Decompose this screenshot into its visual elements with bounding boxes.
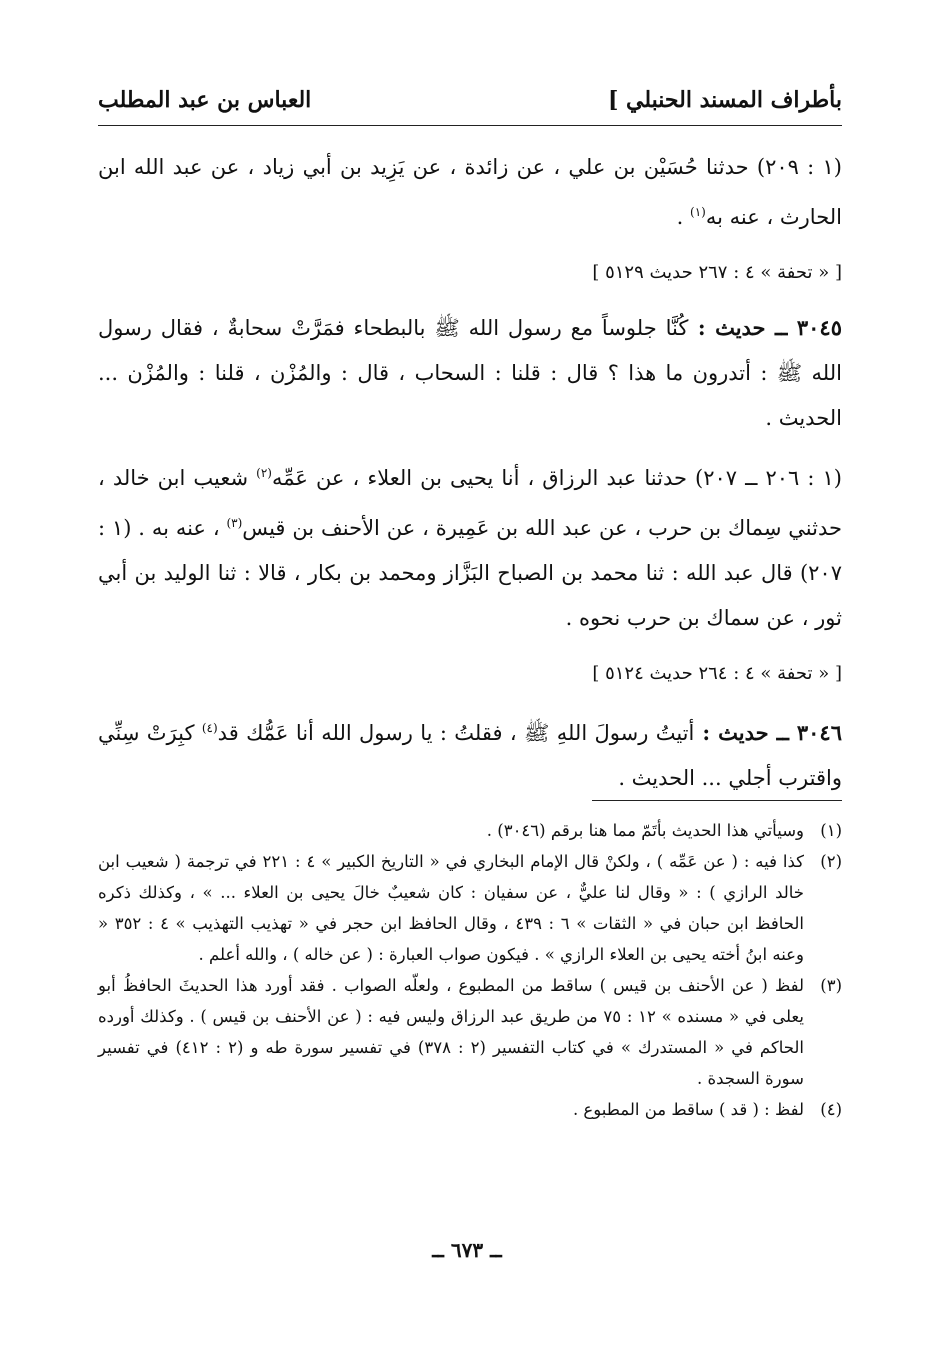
footnote-text: كذا فيه : ( عن عَمِّه ) ، ولكنْ قال الإمام البخاري في « التاريخ الكبير » ٤ : ٢٢١ في ترجمة ( شعيب ابن خالد الرازي ) : « وقال لنا عليٌّ ، عن سفيان : كان شعيبٌ خالَ يحيى بن العلاء ... » ، وكذلك ذكره الحافظ ابن حبان في « الثقات » ٦ : ٤٣٩ ، وقال الحافظ ابن حجر في « تهذيب التهذيب » ٤ : ٣٥٢ « وعنه ابنُ أخته يحيى بن العلاء الرازي » . فيكون صواب العبارة : ( عن خاله ) ، والله أعلم . [98,852,804,964]
footnote-divider [592,800,842,801]
hadith-number: ٣٠٤٥ [796,315,842,340]
hadith-3045 [98,305,842,441]
footnote-ref-4: (٤) [201,721,218,735]
footnote-ref-3: (٣) [226,516,243,530]
footnote-1 [98,815,842,846]
tuhfa-reference-1: [ « تحفة » ٤ : ٢٦٧ حديث ٥١٢٩ ] [592,262,842,283]
footnote-text: لفظ : ( قد ) ساقط من المطبوع . [572,1100,804,1119]
hadith-keyword: ــ حديث : [694,720,797,745]
footnote-number: (٢) [820,852,842,871]
footnote-4 [98,1094,842,1125]
hadith-number: ٣٠٤٦ [796,720,842,745]
footnote-ref-2: (٢) [256,466,272,480]
footnote-2 [98,846,842,970]
footnote-number: (٣) [820,976,842,995]
hadith-text: كُنَّا جلوساً مع رسول الله ﷺ بالبطحاء فمَرَّتْ سحابةٌ ، فقال رسول الله ﷺ : أتدرون ما هذا ؟ قال : قلنا : السحاب ، قال : والمُزْن ، قلنا : والمُزْن ... الحديث . [98,316,842,430]
tuhfa-reference-2: [ « تحفة » ٤ : ٢٦٤ حديث ٥١٢٤ ] [592,663,842,684]
isnad-paragraph-1: (١ : ٢٠٩) حدثنا حُسَيْن بن علي ، عن زائدة ، عن يَزِيد بن أبي زياد ، عن عبد الله ابن الحارث ، عنه به$^{(١)}$ . [98,155,842,229]
footnote-text: لفظ ( عن الأحنف بن قيس ) ساقط من المطبوع ، ولعلّه الصواب . فقد أورد هذا الحديثَ الحافظُ أبو يعلى في « مسنده » ١٢ : ٧٥ من طريق عبد الرزاق وليس فيه : ( عن الأحنف بن قيس ) . وكذلك أورده الحاكم في « المستدرك » في كتاب التفسير (٢ : ٣٧٨) في تفسير سورة طه و (٢ : ٤١٢) في تفسير سورة السجدة . [98,976,804,1088]
header-divider [98,125,842,126]
hadith-3046: ٣٠٤٦ ــ حديث : أتيتُ رسولَ اللهِ ﷺ ، فقلتُ : يا رسول الله أنا عَمُّك قد$^{(٤)}$ كبِرَتْ سِنِّي واقترب أجلي ... الحديث . [98,720,842,790]
footnote-number: (٤) [820,1100,842,1119]
footnote-number: (١) [820,821,842,840]
running-header [98,80,842,120]
footnote-text: وسيأتي هذا الحديث بأتَمّ مما هنا برقم (٣٠٤٦) . [486,821,804,840]
header-section-title: العباس بن عبد المطلب [98,87,312,113]
hadith-keyword: ــ حديث : [688,315,797,340]
footnotes [98,815,842,1125]
footnote-ref-1: (١) [690,205,706,219]
page-number: ــ ٦٧٣ ــ [432,1238,502,1262]
header-book-title: بأطراف المسند الحنبلي ] [607,87,842,113]
main-text [98,145,842,801]
footnote-3 [98,970,842,1094]
isnad-paragraph-2: (١ : ٢٠٦ ــ ٢٠٧) حدثنا عبد الرزاق ، أنا يحيى بن العلاء ، عن عَمِّه$^{(٢)}$ شعيب ابن خالد ، حدثني سِماك بن حرب ، عن عبد الله بن عَمِيرة ، عن الأحنف بن قيس$^{(٣)}$ ، عنه به . (١ : ٢٠٧) قال عبد الله : ثنا محمد بن الصباح البَزَّاز ومحمد بن بكار ، قالا : ثنا الوليد بن أبي ثور ، عن سماك بن حرب نحوه . [98,466,842,630]
